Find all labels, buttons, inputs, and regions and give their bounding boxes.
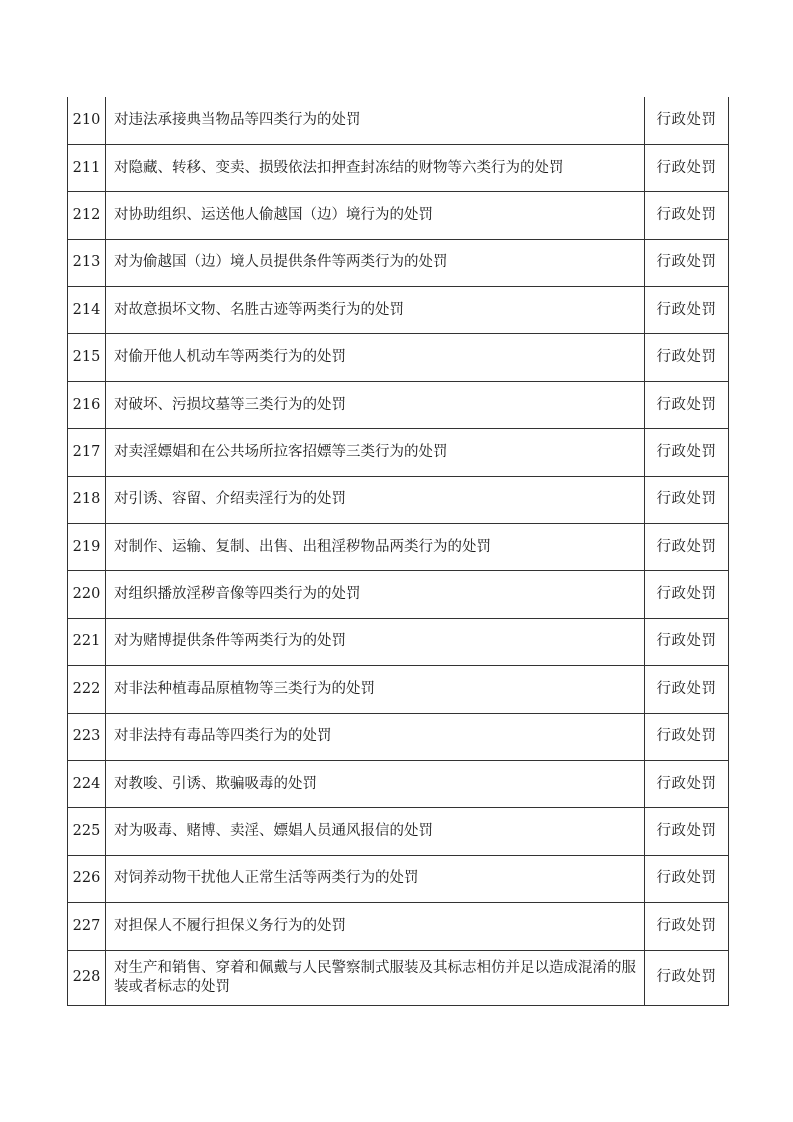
table-row (68, 903, 729, 950)
item-description: 对为偷越国（边）境人员提供条件等两类行为的处罚 (106, 239, 645, 286)
table-row (68, 666, 729, 713)
item-number: 216 (68, 381, 106, 428)
item-number: 218 (68, 476, 106, 523)
item-number: 225 (68, 808, 106, 855)
item-description: 对引诱、容留、介绍卖淫行为的处罚 (106, 476, 645, 523)
item-number: 227 (68, 903, 106, 950)
item-description: 对为赌博提供条件等两类行为的处罚 (106, 618, 645, 665)
table-row (68, 287, 729, 334)
table-row (68, 571, 729, 618)
table-row (68, 192, 729, 239)
item-type: 行政处罚 (645, 571, 729, 618)
table-row (68, 855, 729, 902)
item-description: 对教唆、引诱、欺骗吸毒的处罚 (106, 760, 645, 807)
item-type: 行政处罚 (645, 760, 729, 807)
table-row (68, 381, 729, 428)
item-type: 行政处罚 (645, 476, 729, 523)
table-row (68, 239, 729, 286)
item-number: 224 (68, 760, 106, 807)
item-type: 行政处罚 (645, 618, 729, 665)
item-description: 对偷开他人机动车等两类行为的处罚 (106, 334, 645, 381)
item-type: 行政处罚 (645, 524, 729, 571)
item-description: 对违法承接典当物品等四类行为的处罚 (106, 97, 645, 144)
item-description: 对担保人不履行担保义务行为的处罚 (106, 903, 645, 950)
table-row (68, 476, 729, 523)
table-row (68, 713, 729, 760)
item-description: 对制作、运输、复制、出售、出租淫秽物品两类行为的处罚 (106, 524, 645, 571)
item-number: 223 (68, 713, 106, 760)
item-number: 217 (68, 429, 106, 476)
item-type: 行政处罚 (645, 429, 729, 476)
item-number: 228 (68, 950, 106, 1005)
item-type: 行政处罚 (645, 97, 729, 144)
item-number: 213 (68, 239, 106, 286)
item-description: 对隐藏、转移、变卖、损毁依法扣押查封冻结的财物等六类行为的处罚 (106, 144, 645, 191)
item-type: 行政处罚 (645, 713, 729, 760)
table-row (68, 808, 729, 855)
item-description: 对生产和销售、穿着和佩戴与人民警察制式服装及其标志相仿并足以造成混淆的服装或者标志的处罚 (106, 950, 645, 1005)
item-number: 211 (68, 144, 106, 191)
item-description: 对饲养动物干扰他人正常生活等两类行为的处罚 (106, 855, 645, 902)
table-row (68, 429, 729, 476)
item-type: 行政处罚 (645, 666, 729, 713)
item-type: 行政处罚 (645, 144, 729, 191)
item-type: 行政处罚 (645, 239, 729, 286)
item-description: 对卖淫嫖娼和在公共场所拉客招嫖等三类行为的处罚 (106, 429, 645, 476)
item-description: 对为吸毒、赌博、卖淫、嫖娼人员通风报信的处罚 (106, 808, 645, 855)
item-type: 行政处罚 (645, 950, 729, 1005)
table-row (68, 524, 729, 571)
table-row (68, 144, 729, 191)
item-number: 221 (68, 618, 106, 665)
item-number: 219 (68, 524, 106, 571)
item-number: 210 (68, 97, 106, 144)
item-number: 215 (68, 334, 106, 381)
item-number: 212 (68, 192, 106, 239)
table-row (68, 334, 729, 381)
item-number: 214 (68, 287, 106, 334)
item-description: 对非法持有毒品等四类行为的处罚 (106, 713, 645, 760)
table-row (68, 97, 729, 144)
item-number: 222 (68, 666, 106, 713)
item-number: 226 (68, 855, 106, 902)
item-type: 行政处罚 (645, 855, 729, 902)
item-type: 行政处罚 (645, 192, 729, 239)
table-row (68, 950, 729, 1005)
item-description: 对破坏、污损坟墓等三类行为的处罚 (106, 381, 645, 428)
item-description: 对协助组织、运送他人偷越国（边）境行为的处罚 (106, 192, 645, 239)
item-type: 行政处罚 (645, 903, 729, 950)
item-type: 行政处罚 (645, 334, 729, 381)
item-description: 对非法种植毒品原植物等三类行为的处罚 (106, 666, 645, 713)
item-type: 行政处罚 (645, 287, 729, 334)
penalty-items-table (67, 97, 729, 1006)
item-type: 行政处罚 (645, 808, 729, 855)
item-description: 对故意损坏文物、名胜古迹等两类行为的处罚 (106, 287, 645, 334)
item-type: 行政处罚 (645, 381, 729, 428)
table-row (68, 760, 729, 807)
table-row (68, 618, 729, 665)
item-description: 对组织播放淫秽音像等四类行为的处罚 (106, 571, 645, 618)
item-number: 220 (68, 571, 106, 618)
